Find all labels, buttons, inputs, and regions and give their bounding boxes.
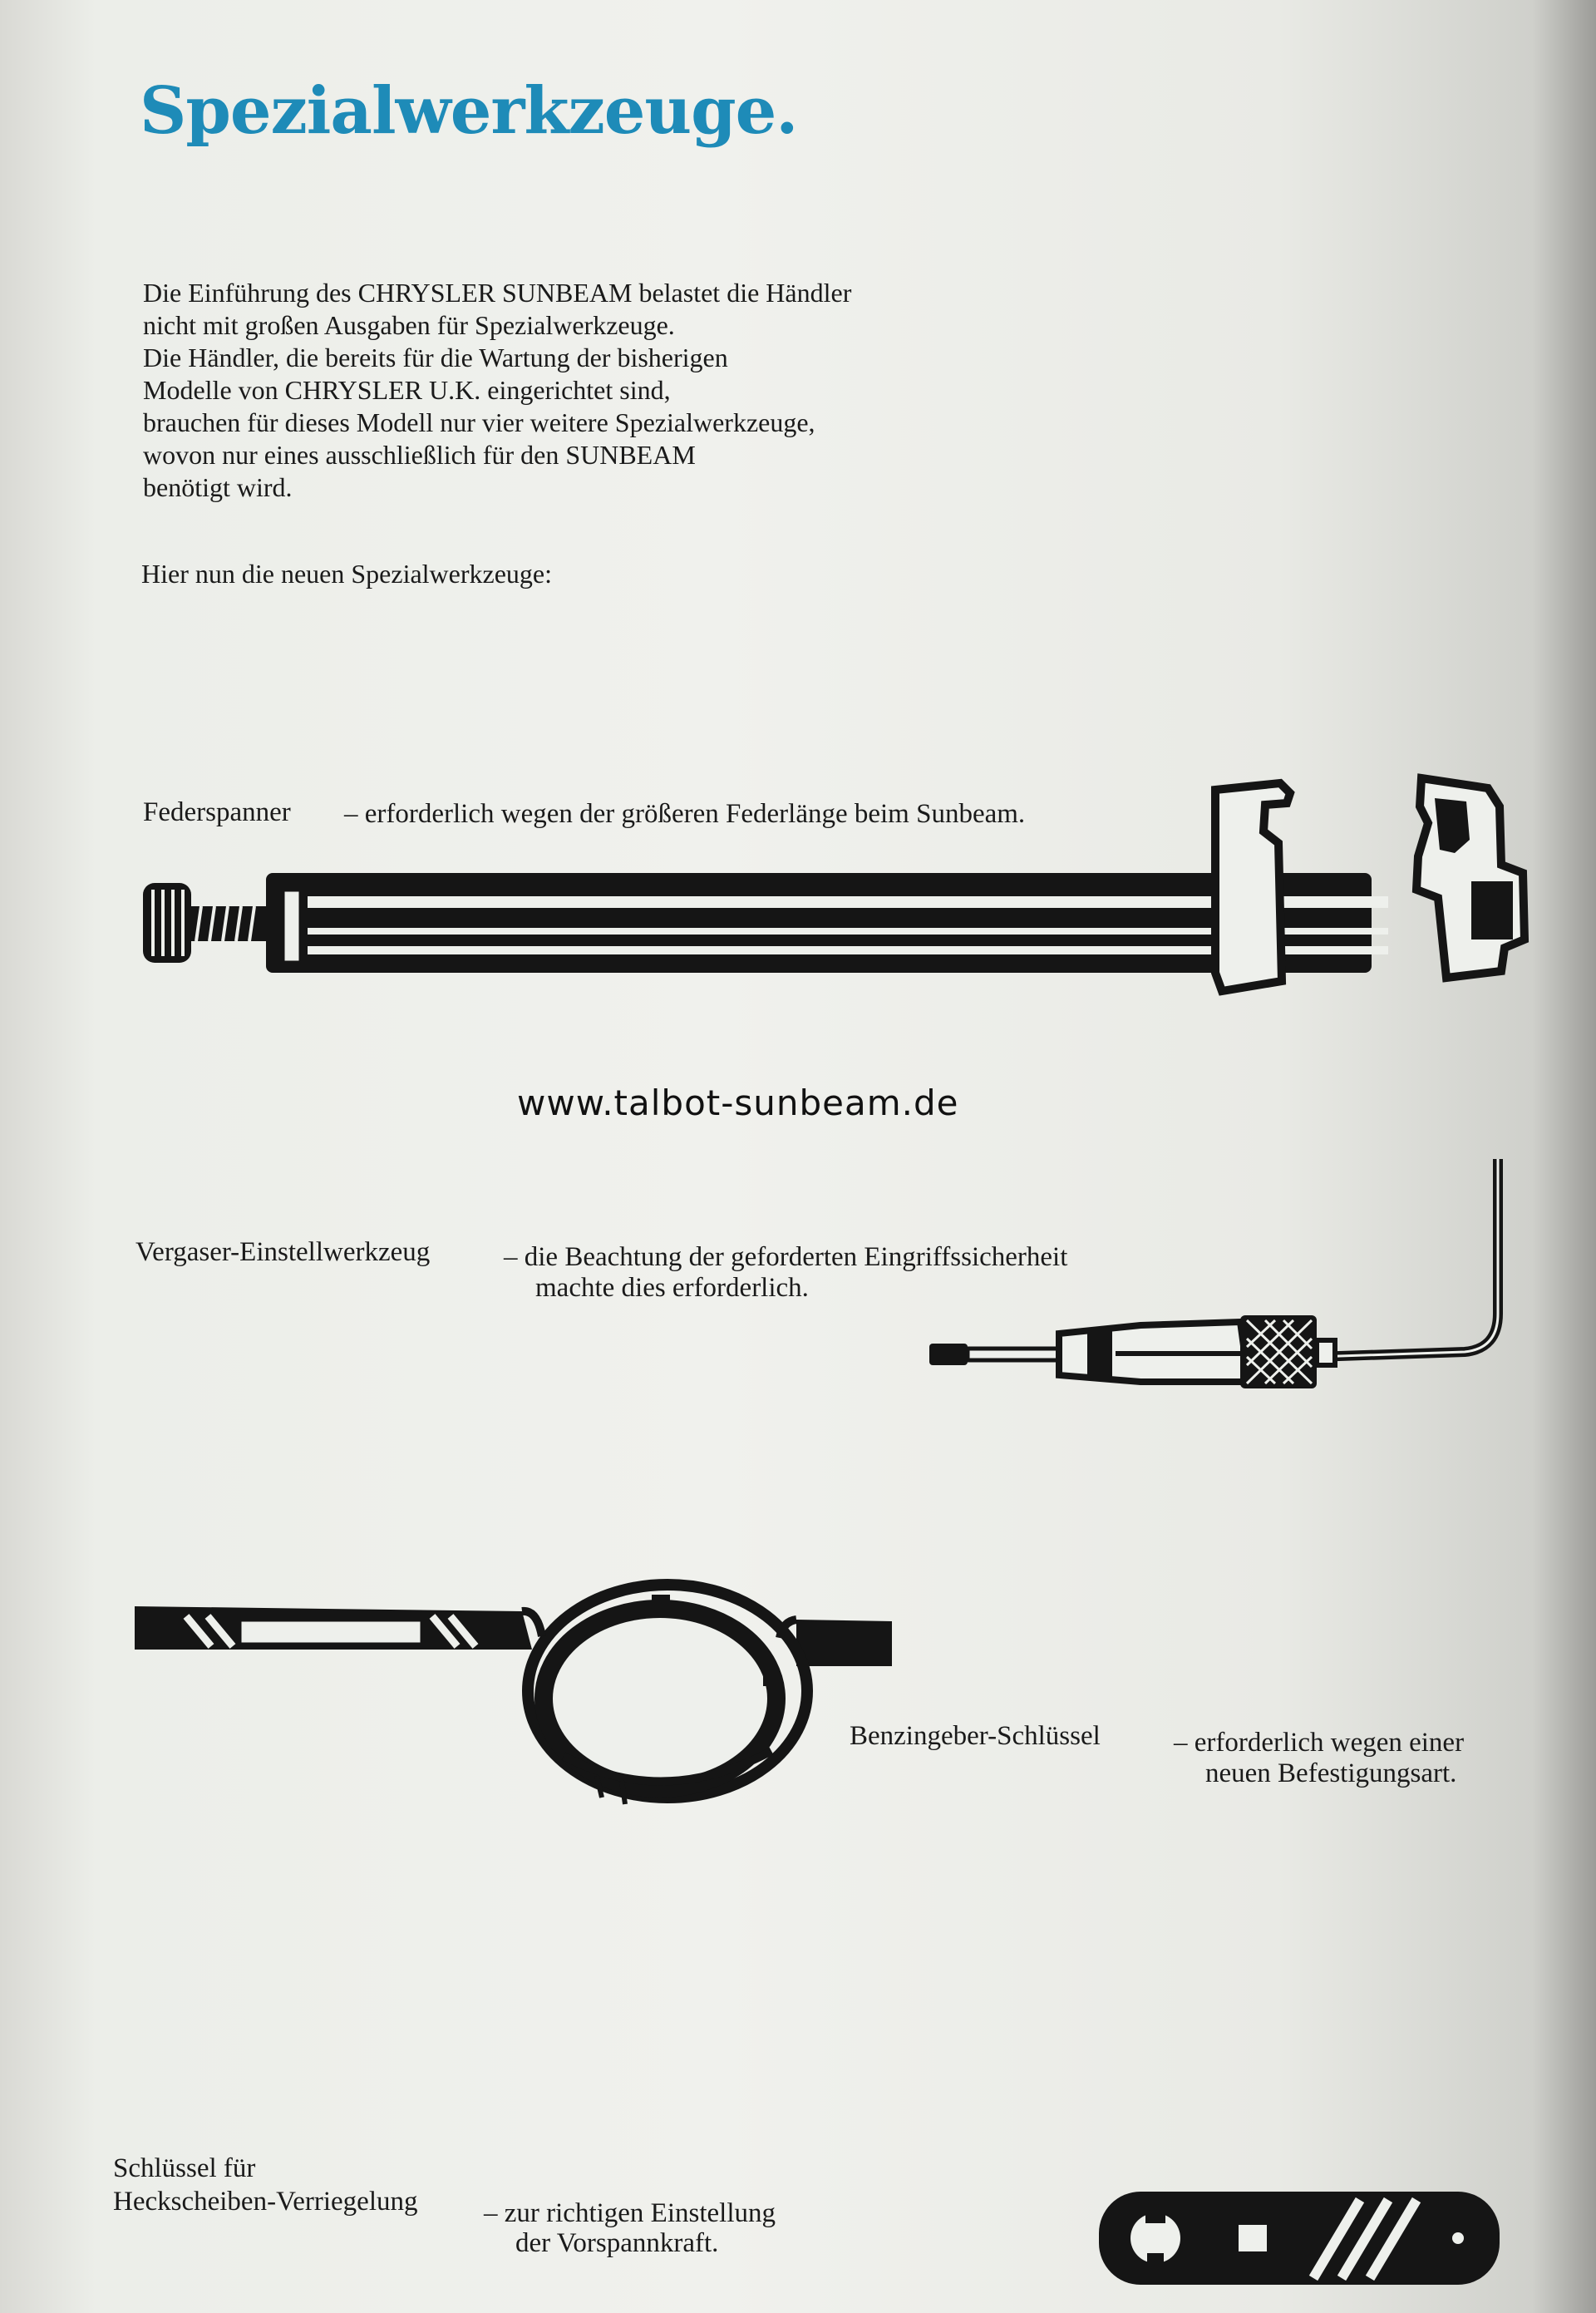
tool-description-heckscheiben-1: – zur richtigen Einstellung xyxy=(484,2198,776,2228)
page-title: Spezialwerkzeuge. xyxy=(140,73,798,149)
tools-lead-in: Hier nun die neuen Spezialwerkzeuge: xyxy=(141,559,553,589)
intro-line: Die Einführung des CHRYSLER SUNBEAM belastet die Händler xyxy=(143,278,852,308)
intro-line: nicht mit großen Ausgaben für Spezialwerkzeuge. xyxy=(143,310,675,340)
intro-line: Modelle von CHRYSLER U.K. eingerichtet sind, xyxy=(143,375,671,405)
tool-name-vergaser: Vergaser-Einstellwerkzeug xyxy=(135,1237,431,1267)
rear-window-lock-key-icon xyxy=(1096,2188,1503,2288)
watermark-url: www.talbot-sunbeam.de xyxy=(517,1083,959,1123)
tool-name-federspanner: Federspanner xyxy=(143,797,291,827)
intro-line: Die Händler, die bereits für die Wartung der bisherigen xyxy=(143,343,728,372)
tool-description-benzingeber-2: neuen Befestigungsart. xyxy=(1205,1758,1457,1788)
tool-description-federspanner: – erforderlich wegen der größeren Federlänge beim Sunbeam. xyxy=(344,799,1026,829)
tool-name-heckscheiben-1: Schlüssel für xyxy=(113,2153,256,2183)
fuel-sender-wrench-icon xyxy=(131,1578,896,1819)
spring-compressor-icon xyxy=(141,773,1538,1006)
carburettor-adjusting-tool-icon xyxy=(924,1157,1506,1390)
intro-paragraph xyxy=(143,277,1057,504)
intro-line: wovon nur eines ausschließlich für den SUNBEAM xyxy=(143,440,696,470)
intro-line: benötigt wird. xyxy=(143,472,293,502)
tool-name-heckscheiben-2: Heckscheiben-Verriegelung xyxy=(113,2187,418,2217)
intro-line: brauchen für dieses Modell nur vier weitere Spezialwerkzeuge, xyxy=(143,407,815,437)
tool-description-vergaser-2: machte dies erforderlich. xyxy=(535,1273,809,1303)
tool-description-benzingeber-1: – erforderlich wegen einer xyxy=(1174,1728,1465,1758)
tool-name-benzingeber: Benzingeber-Schlüssel xyxy=(850,1721,1101,1751)
tool-description-vergaser-1: – die Beachtung der geforderten Eingriffssicherheit xyxy=(504,1242,1068,1272)
tool-description-heckscheiben-2: der Vorspannkraft. xyxy=(515,2228,719,2258)
